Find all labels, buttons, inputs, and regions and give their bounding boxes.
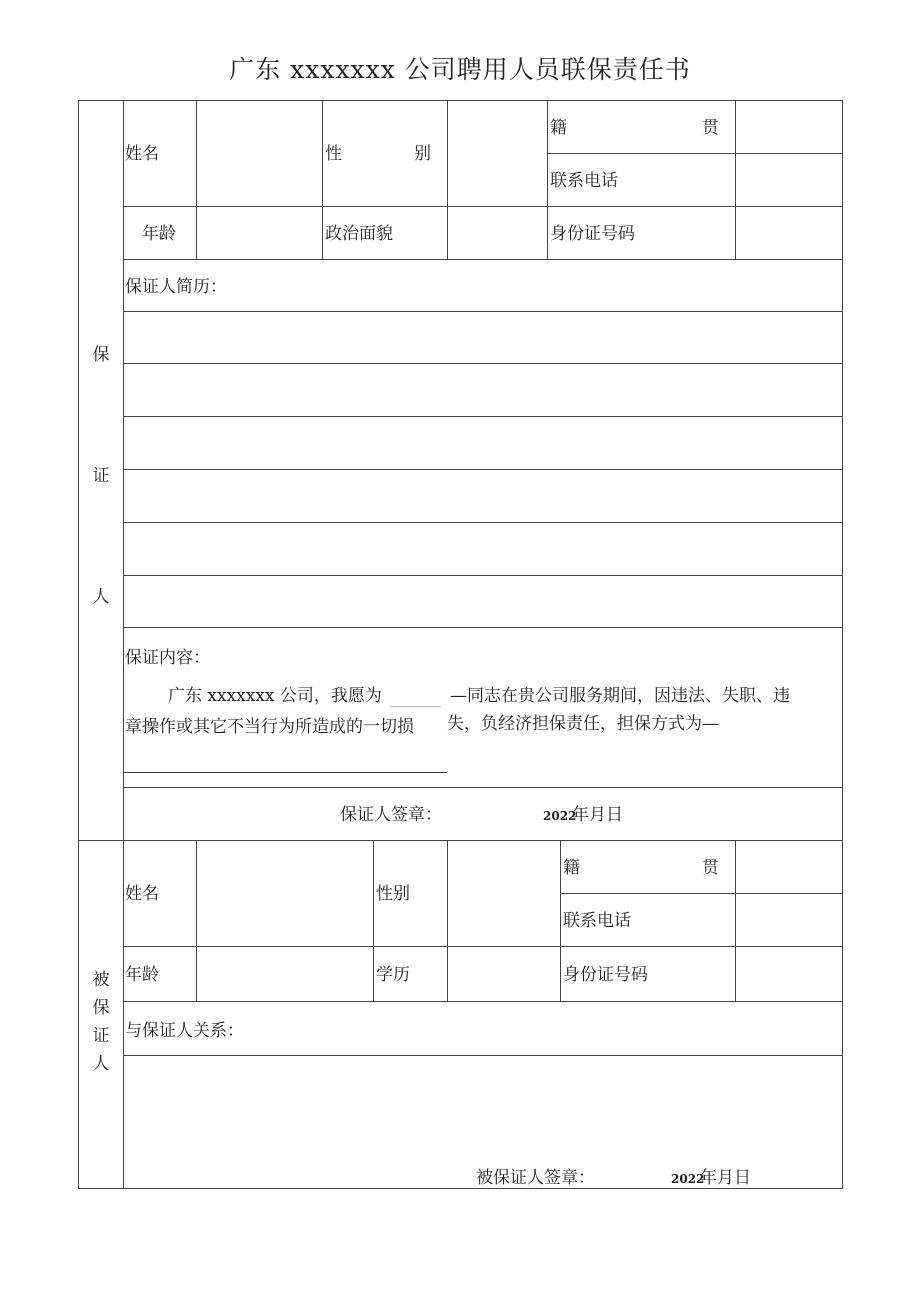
grid-line	[373, 840, 374, 1001]
guarantor-age-label: 年龄	[142, 224, 176, 244]
guarantor-name-label: 姓名	[125, 144, 159, 164]
guaranteed-section-label-2: 保	[92, 998, 110, 1018]
guaranteed-signature-label: 被保证人签章：	[476, 1168, 595, 1188]
guaranteed-phone-label: 联系电话	[563, 911, 631, 931]
guaranteed-gender-field[interactable]	[448, 841, 559, 946]
guaranteed-signature-date: 年月日	[700, 1168, 751, 1188]
guarantor-gender-label-a: 性	[325, 144, 342, 164]
guarantor-age-field[interactable]	[197, 207, 321, 259]
guaranteed-native-field[interactable]	[736, 841, 842, 893]
guaranteed-age-field[interactable]	[197, 947, 372, 1001]
grid-line	[123, 259, 842, 260]
guaranteed-name-label: 姓名	[125, 884, 159, 904]
content-line1-prefix: 广东 xxxxxxx 公司，我愿为	[168, 686, 382, 706]
guaranteed-section-label-4: 人	[92, 1054, 110, 1074]
guarantor-section-label-3: 人	[92, 587, 110, 607]
guaranteed-native-label-b: 贯	[702, 858, 719, 878]
grid-line	[123, 787, 842, 788]
guarantor-native-label-b: 贯	[702, 118, 719, 138]
guarantor-content-label: 保证内容：	[125, 648, 210, 668]
guarantor-section-label-2: 证	[92, 466, 110, 486]
guarantor-phone-field[interactable]	[736, 154, 842, 206]
guarantor-gender-label-b: 别	[414, 144, 431, 164]
table-border-bottom	[78, 1188, 843, 1189]
guaranteed-education-label: 学历	[376, 965, 410, 985]
guaranteed-relation-field[interactable]	[250, 1002, 842, 1055]
guaranteed-section-label-1: 被	[92, 970, 110, 990]
guaranteed-id-field[interactable]	[736, 947, 842, 1001]
grid-line	[547, 100, 548, 259]
guarantor-id-field[interactable]	[736, 207, 842, 259]
content-line1-suffix: —同志在贵公司服务期间，因违法、失职、违	[450, 686, 790, 706]
guarantor-politics-field[interactable]	[448, 207, 546, 259]
guarantee-method-underline[interactable]	[124, 772, 447, 773]
guaranteed-age-label: 年龄	[125, 965, 159, 985]
guarantor-id-label: 身份证号码	[550, 224, 635, 244]
section-label-divider	[123, 100, 124, 1189]
content-line2-suffix: 失，负经济担保责任，担保方式为—	[447, 714, 719, 734]
grid-line	[123, 627, 842, 628]
content-line2-prefix: 章操作或其它不当行为所造成的一切损	[125, 717, 414, 737]
guarantor-signature-field[interactable]	[450, 795, 535, 833]
guarantor-politics-label: 政治面貌	[325, 224, 393, 244]
content-guaranteed-name-blank[interactable]: ______	[390, 688, 441, 708]
guaranteed-education-field[interactable]	[448, 947, 559, 1001]
guaranteed-name-field[interactable]	[197, 841, 372, 946]
guarantor-native-label-a: 籍	[550, 118, 567, 138]
guaranteed-notes-field[interactable]	[124, 1056, 842, 1161]
guarantor-native-field[interactable]	[736, 101, 842, 153]
guarantor-section-label-1: 保	[92, 345, 110, 365]
guarantor-resume-field[interactable]	[124, 312, 842, 627]
document-title: 广东 xxxxxxx 公司聘用人员联保责任书	[229, 55, 691, 84]
guaranteed-signature-year: 2022	[671, 1172, 705, 1186]
guarantor-signature-date: 年月日	[572, 805, 623, 825]
guaranteed-phone-field[interactable]	[736, 894, 842, 946]
guaranteed-gender-label: 性别	[376, 884, 410, 904]
guaranteed-signature-field[interactable]	[600, 1162, 666, 1186]
guarantor-resume-label: 保证人简历：	[125, 277, 227, 297]
grid-line	[322, 100, 323, 259]
grid-line	[560, 840, 561, 1001]
guarantor-phone-label: 联系电话	[550, 171, 618, 191]
guarantor-signature-year: 2022	[543, 809, 577, 823]
guaranteed-id-label: 身份证号码	[563, 965, 648, 985]
guarantor-signature-label: 保证人签章：	[340, 805, 442, 825]
guaranteed-native-label-a: 籍	[563, 858, 580, 878]
guarantor-name-field[interactable]	[197, 101, 321, 206]
table-border-right	[842, 100, 843, 1189]
guaranteed-relation-label: 与保证人关系：	[125, 1021, 244, 1041]
guarantor-gender-field[interactable]	[448, 101, 546, 206]
guaranteed-section-label-3: 证	[92, 1026, 110, 1046]
